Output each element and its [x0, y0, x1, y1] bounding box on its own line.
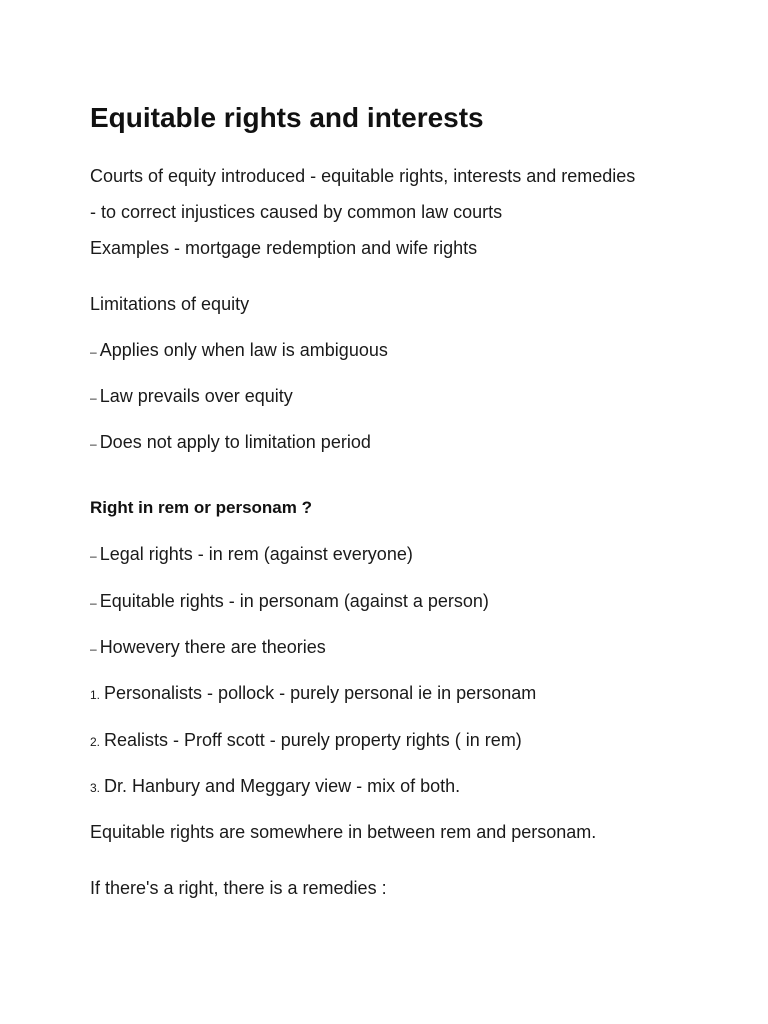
dash-marker: – — [90, 345, 97, 359]
dash-marker: – — [90, 437, 97, 451]
limitation-item-text: Law prevails over equity — [99, 386, 293, 406]
theory-item-text: Dr. Hanbury and Meggary view - mix of both. — [104, 776, 461, 796]
intro-line-3: Examples - mortgage redemption and wife rights — [90, 238, 478, 258]
dash-marker: – — [90, 549, 97, 563]
limitation-item — [90, 338, 388, 364]
rem-personam-item — [90, 542, 413, 568]
list-number: 1. — [90, 688, 101, 702]
rem-personam-item-text: Howevery there are theories — [99, 637, 326, 657]
page-title: Equitable rights and interests — [90, 102, 484, 133]
remedies-line: If there's a right, there is a remedies : — [90, 878, 387, 898]
list-number: 2. — [90, 735, 101, 749]
dash-marker: – — [90, 391, 97, 405]
limitation-item — [90, 430, 371, 456]
theory-item-text: Realists - Proff scott - purely property rights ( in rem) — [104, 730, 522, 750]
limitations-heading: Limitations of equity — [90, 294, 250, 314]
theory-item-text: Personalists - pollock - purely personal ie in personam — [104, 683, 537, 703]
dash-marker: – — [90, 642, 97, 656]
limitation-item-text: Applies only when law is ambiguous — [99, 340, 388, 360]
theory-item — [90, 728, 522, 754]
conclusion-text: Equitable rights are somewhere in between rem and personam. — [90, 822, 597, 842]
limitation-item — [90, 384, 293, 410]
theory-item — [90, 774, 460, 800]
rem-personam-item — [90, 635, 326, 661]
limitation-item-text: Does not apply to limitation period — [99, 432, 371, 452]
rem-personam-item-text: Legal rights - in rem (against everyone) — [99, 544, 413, 564]
dash-marker: – — [90, 596, 97, 610]
intro-line-2: - to correct injustices caused by common law courts — [90, 202, 503, 222]
theory-item — [90, 681, 536, 707]
rem-personam-item — [90, 589, 489, 615]
rem-personam-heading: Right in rem or personam ? — [90, 498, 312, 517]
intro-line-1: Courts of equity introduced - equitable rights, interests and remedies — [90, 166, 636, 186]
list-number: 3. — [90, 781, 101, 795]
rem-personam-item-text: Equitable rights - in personam (against a person) — [99, 591, 489, 611]
